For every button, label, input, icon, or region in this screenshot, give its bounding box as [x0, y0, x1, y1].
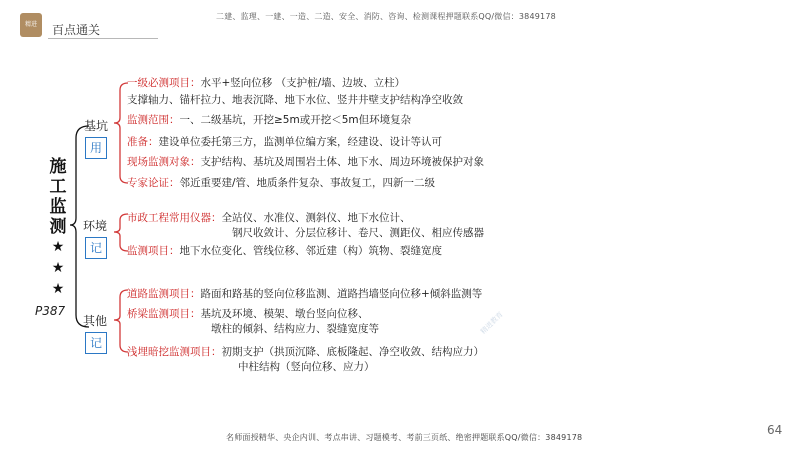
- title-char: 监: [49, 197, 67, 217]
- title-char: 施: [49, 157, 67, 177]
- title-char: 测: [49, 217, 67, 237]
- list-item: 支撑轴力、锚杆拉力、地表沉降、地下水位、竖井井壁支护结构净空收敛: [127, 94, 463, 106]
- list-item: 钢尺收敛计、分层位移计、卷尺、测距仪、相应传感器: [232, 227, 484, 239]
- page-number: 64: [767, 423, 783, 437]
- logo: 精进: [20, 13, 42, 37]
- list-item: 浅埋暗挖监测项目：初期支护（拱顶沉降、底板隆起、净空收敛、结构应力）: [127, 346, 484, 358]
- tag-use: 用: [85, 137, 107, 159]
- course-title: 百点通关: [52, 23, 101, 37]
- category-foundation: 基坑: [84, 119, 109, 133]
- list-item: 道路监测项目：路面和路基的竖向位移监测、道路挡墙竖向位移+倾斜监测等: [127, 288, 483, 300]
- list-item: 桥梁监测项目：基坑及环境、模架、墩台竖向位移、: [127, 308, 369, 320]
- tag-remember: 记: [85, 332, 107, 354]
- list-item: 墩柱的倾斜、结构应力、裂缝宽度等: [211, 323, 379, 335]
- list-item: 监测项目：地下水位变化、管线位移、邻近建（构）筑物、裂缝宽度: [127, 245, 442, 257]
- category-other: 其他: [83, 314, 108, 328]
- list-item: 市政工程常用仪器：全站仪、水准仪、测斜仪、地下水位计、: [127, 212, 411, 224]
- header-contact: 二建、监理、一建、一造、二造、安全、消防、咨询、检测课程押题联系QQ/微信：3849178: [216, 12, 556, 21]
- watermark: 精进教育: [479, 310, 505, 336]
- star-icon: ★: [51, 281, 65, 297]
- list-item: 现场监测对象：支护结构、基坑及周围岩土体、地下水、周边环境被保护对象: [127, 156, 484, 168]
- star-icon: ★: [51, 239, 65, 255]
- list-item: 专家论证：邻近重要建/管、地质条件复杂、事故复工，四新一二级: [127, 177, 436, 189]
- page-reference: P387: [35, 304, 66, 318]
- list-item: 准备：建设单位委托第三方，监测单位编方案，经建设、设计等认可: [127, 136, 442, 148]
- main-title: [45, 157, 71, 300]
- title-char: 工: [49, 177, 67, 197]
- category-environment: 环境: [83, 219, 108, 233]
- list-item: 一级必测项目：水平+竖向位移 （支护桩/墙、边坡、立柱）: [127, 77, 406, 89]
- star-icon: ★: [51, 260, 65, 276]
- footer-contact: 名师面授精华、央企内训、考点串讲、习题模考、考前三页纸、绝密押题联系QQ/微信：3849178: [226, 433, 583, 442]
- list-item: 中柱结构（竖向位移、应力）: [238, 361, 375, 373]
- list-item: 监测范围：一、二级基坑，开挖≥5m或开挖＜5m但环境复杂: [127, 114, 412, 126]
- tag-remember: 记: [85, 237, 107, 259]
